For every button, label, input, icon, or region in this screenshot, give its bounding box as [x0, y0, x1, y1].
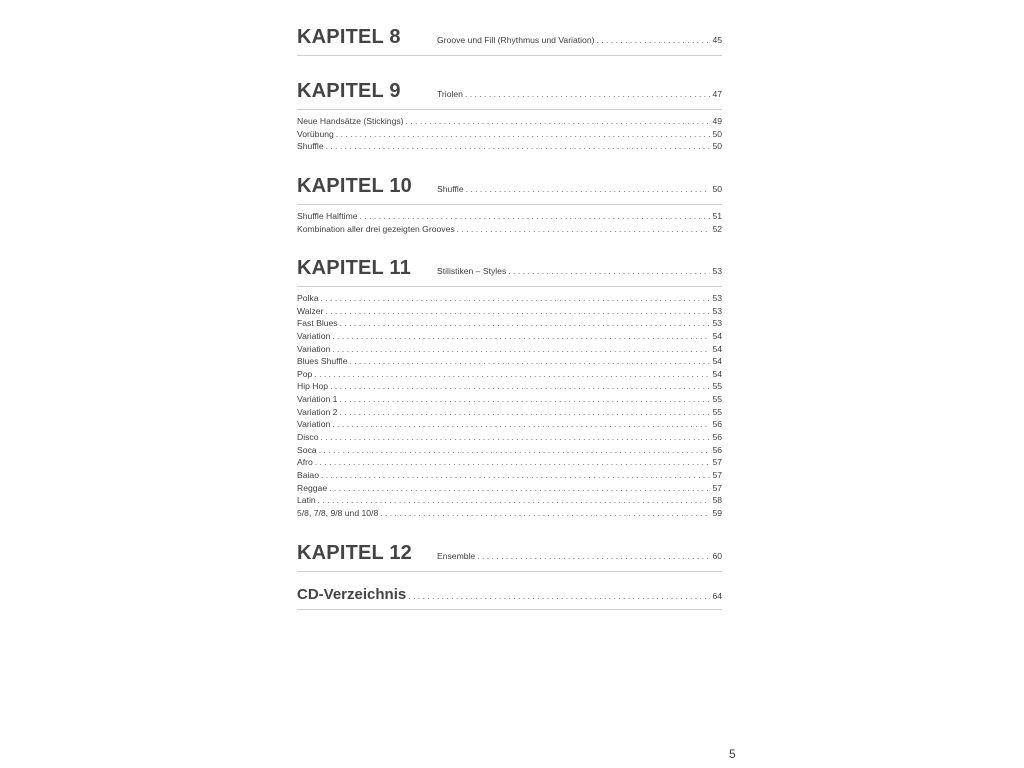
- toc-entry: [297, 407, 722, 420]
- leader-dots: [330, 381, 710, 391]
- toc-entry: [297, 432, 722, 445]
- entry-label: Vorübung: [297, 128, 334, 139]
- leader-dots: [508, 266, 710, 276]
- entry-label: Soca: [297, 444, 317, 455]
- entry-label: Blues Shuffle: [297, 356, 348, 367]
- entry-label: 5/8, 7/8, 9/8 und 10/8: [297, 507, 379, 518]
- entry-label: Variation 2: [297, 406, 338, 417]
- entry-label: Neue Handsätze (Stickings): [297, 116, 404, 126]
- entry-page: 57: [712, 457, 722, 468]
- entry-label: Hip Hop: [297, 381, 329, 392]
- leader-dots: [380, 508, 710, 518]
- chapter-topic-line: [437, 551, 722, 561]
- chapter-page: 50: [712, 184, 722, 194]
- chapter-rule: [297, 571, 722, 572]
- chapter-header: [297, 257, 722, 287]
- chapter-10: [297, 175, 722, 234]
- entry-page: 49: [712, 116, 722, 126]
- entry-page: 56: [712, 432, 722, 443]
- toc-entry: [297, 293, 722, 306]
- leader-dots: [319, 445, 711, 455]
- entry-page: 55: [712, 381, 722, 392]
- chapter-11: [297, 257, 722, 518]
- leader-dots: [314, 369, 710, 379]
- chapter-rule: [297, 204, 722, 205]
- chapter-page: 47: [712, 89, 722, 99]
- chapter-header: [297, 80, 722, 110]
- entry-page: 53: [712, 318, 722, 329]
- toc-entry: [297, 419, 722, 432]
- entry-page: 55: [712, 394, 722, 405]
- chapter-page: 60: [712, 551, 722, 561]
- entry-label: Afro: [297, 457, 313, 468]
- chapter-header: [297, 175, 722, 205]
- chapter-topic: Ensemble: [437, 551, 476, 561]
- chapter-12: [297, 542, 722, 572]
- toc-entry: [297, 483, 722, 496]
- chapter-topic-line: [437, 35, 722, 45]
- entry-page: 52: [712, 223, 722, 234]
- chapter-page: 45: [712, 35, 722, 45]
- entry-list: [297, 293, 722, 521]
- leader-dots: [321, 432, 711, 442]
- toc-entry: [297, 381, 722, 394]
- leader-dots: [466, 184, 711, 194]
- chapter-9: [297, 80, 722, 152]
- cd-index-title: CD-Verzeichnis: [297, 586, 407, 603]
- entry-label: Variation 1: [297, 394, 338, 405]
- chapter-8: [297, 26, 722, 56]
- leader-dots: [339, 407, 710, 417]
- leader-dots: [332, 331, 710, 341]
- chapter-header: [297, 542, 722, 572]
- entry-page: 53: [712, 305, 722, 316]
- leader-dots: [332, 419, 710, 429]
- leader-dots: [325, 306, 710, 316]
- entry-label: Walzer: [297, 305, 324, 316]
- chapter-topic-line: [437, 184, 722, 194]
- chapter-page: 53: [712, 266, 722, 276]
- leader-dots: [408, 591, 710, 601]
- leader-dots: [340, 318, 711, 328]
- chapter-header: [297, 26, 722, 56]
- toc-entry: [297, 508, 722, 521]
- entry-label: Variation: [297, 330, 331, 341]
- entry-page: 50: [712, 141, 722, 152]
- toc-entry: [297, 331, 722, 344]
- toc-entry: [297, 369, 722, 382]
- chapter-rule: [297, 55, 722, 56]
- leader-dots: [457, 224, 711, 234]
- chapter-title: KAPITEL 11: [297, 257, 411, 279]
- toc-entry: [297, 457, 722, 470]
- entry-page: 56: [712, 444, 722, 455]
- entry-label: Shuffle Halftime: [297, 211, 358, 221]
- chapter-title: KAPITEL 12: [297, 542, 412, 564]
- toc-entry: [297, 318, 722, 331]
- chapter-topic: Stilistiken – Styles: [437, 266, 507, 276]
- page-number: 5: [729, 747, 736, 761]
- cd-index-line: [297, 586, 722, 603]
- leader-dots: [360, 211, 711, 221]
- leader-dots: [596, 35, 710, 45]
- entry-label: Shuffle: [297, 141, 324, 152]
- leader-dots: [477, 551, 710, 561]
- chapter-title: KAPITEL 9: [297, 80, 401, 102]
- entry-list: [297, 211, 722, 236]
- leader-dots: [318, 495, 711, 505]
- chapter-title: KAPITEL 10: [297, 175, 412, 197]
- entry-page: 57: [712, 482, 722, 493]
- entry-page: 55: [712, 406, 722, 417]
- entry-page: 53: [712, 293, 722, 303]
- leader-dots: [329, 483, 710, 493]
- toc-entry: [297, 116, 722, 129]
- entry-list: [297, 116, 722, 154]
- toc-entry: [297, 211, 722, 224]
- cd-index-page: 64: [712, 591, 722, 601]
- chapter-topic-line: [437, 89, 722, 99]
- entry-label: Variation: [297, 343, 331, 354]
- chapter-topic: Groove und Fill (Rhythmus und Variation): [437, 35, 595, 45]
- entry-page: 56: [712, 419, 722, 430]
- toc-entry: [297, 394, 722, 407]
- entry-page: 54: [712, 356, 722, 367]
- entry-label: Reggae: [297, 482, 328, 493]
- toc-entry: [297, 224, 722, 237]
- entry-page: 54: [712, 330, 722, 341]
- leader-dots: [315, 457, 711, 467]
- leader-dots: [406, 116, 711, 126]
- chapter-topic: Shuffle: [437, 184, 464, 194]
- leader-dots: [336, 129, 711, 139]
- leader-dots: [349, 356, 710, 366]
- leader-dots: [339, 394, 710, 404]
- entry-page: 59: [712, 507, 722, 518]
- toc-entry: [297, 445, 722, 458]
- leader-dots: [465, 89, 710, 99]
- entry-label: Baiao: [297, 469, 319, 480]
- entry-label: Kombination aller drei gezeigten Grooves: [297, 223, 455, 234]
- entry-page: 51: [712, 211, 722, 221]
- entry-label: Variation: [297, 419, 331, 430]
- entry-page: 50: [712, 128, 722, 139]
- entry-page: 58: [712, 495, 722, 506]
- entry-label: Disco: [297, 432, 319, 443]
- cd-index-rule: [297, 609, 722, 610]
- entry-page: 54: [712, 368, 722, 379]
- entry-label: Fast Blues: [297, 318, 338, 329]
- leader-dots: [321, 470, 710, 480]
- toc-entry: [297, 129, 722, 142]
- chapter-rule: [297, 109, 722, 110]
- entry-page: 54: [712, 343, 722, 354]
- entry-label: Polka: [297, 293, 319, 303]
- cd-index: [297, 586, 722, 616]
- toc-entry: [297, 306, 722, 319]
- leader-dots: [321, 293, 711, 303]
- entry-page: 57: [712, 469, 722, 480]
- chapter-rule: [297, 286, 722, 287]
- chapter-topic-line: [437, 266, 722, 276]
- toc-entry: [297, 356, 722, 369]
- toc-entry: [297, 344, 722, 357]
- toc-entry: [297, 141, 722, 154]
- toc-entry: [297, 495, 722, 508]
- leader-dots: [332, 344, 710, 354]
- chapter-title: KAPITEL 8: [297, 26, 401, 48]
- entry-label: Latin: [297, 495, 316, 506]
- leader-dots: [326, 141, 711, 151]
- chapter-topic: Triolen: [437, 89, 463, 99]
- entry-label: Pop: [297, 368, 313, 379]
- toc-entry: [297, 470, 722, 483]
